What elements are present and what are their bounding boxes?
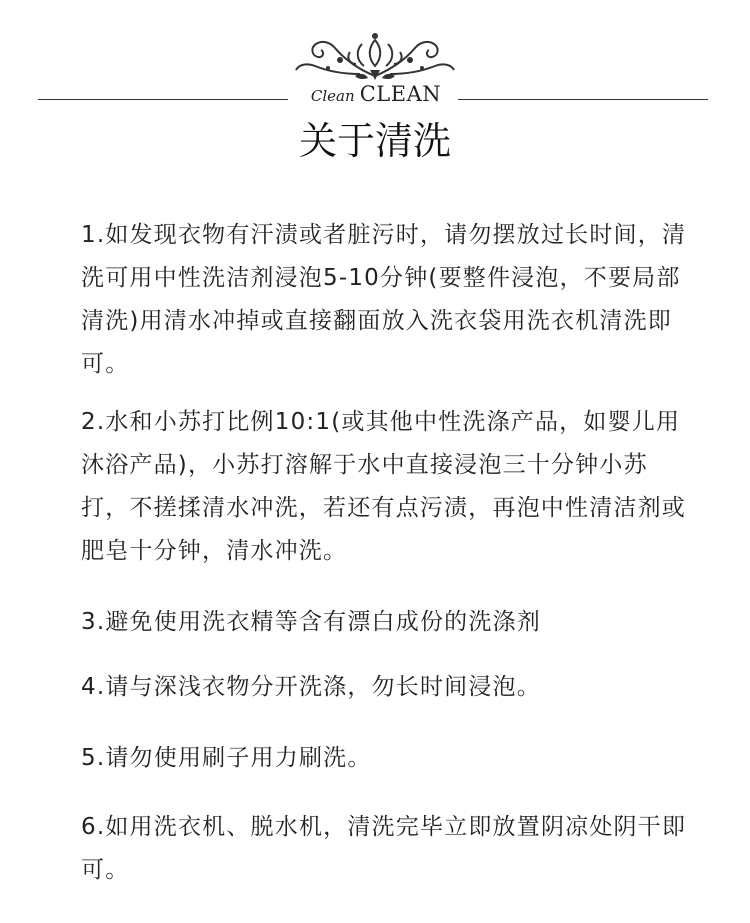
header-divider-left [38,99,288,100]
brand-wordmark [298,82,454,112]
instruction-4: 4.请与深浅衣物分开洗涤，勿长时间浸泡。 [81,674,541,700]
instruction-5: 5.请勿使用刷子用力刷洗。 [81,745,372,771]
cleaning-instructions [81,214,691,892]
instruction-1: 1.如发现衣物有汗渍或者脏污时，请勿摆放过长时间，清洗可用中性洗洁剂浸泡5-10分钟(要整件浸泡，不要局部清洗)用清水冲掉或直接翻面放入洗衣袋用洗衣机清洗即可。 [81,222,687,377]
instruction-3: 3.避免使用洗衣精等含有漂白成份的洗涤剂 [81,609,541,635]
page-title: 关于清洗 [298,119,451,163]
instruction-6: 6.如用洗衣机、脱水机，清洗完毕立即放置阴凉处阴干即可。 [81,814,687,883]
baroque-ornament-icon [290,30,460,82]
header-divider-right [458,99,708,100]
brand-script-text: Clean [310,87,355,105]
brand-caps-text: CLEAN [359,82,442,106]
instruction-2: 2.水和小苏打比例10:1(或其他中性洗涤产品，如婴儿用沐浴产品)，小苏打溶解于水中直接浸泡三十分钟小苏打，不搓揉清水冲洗，若还有点污渍，再泡中性清洁剂或肥皂十分钟，清水冲洗。 [81,409,686,564]
